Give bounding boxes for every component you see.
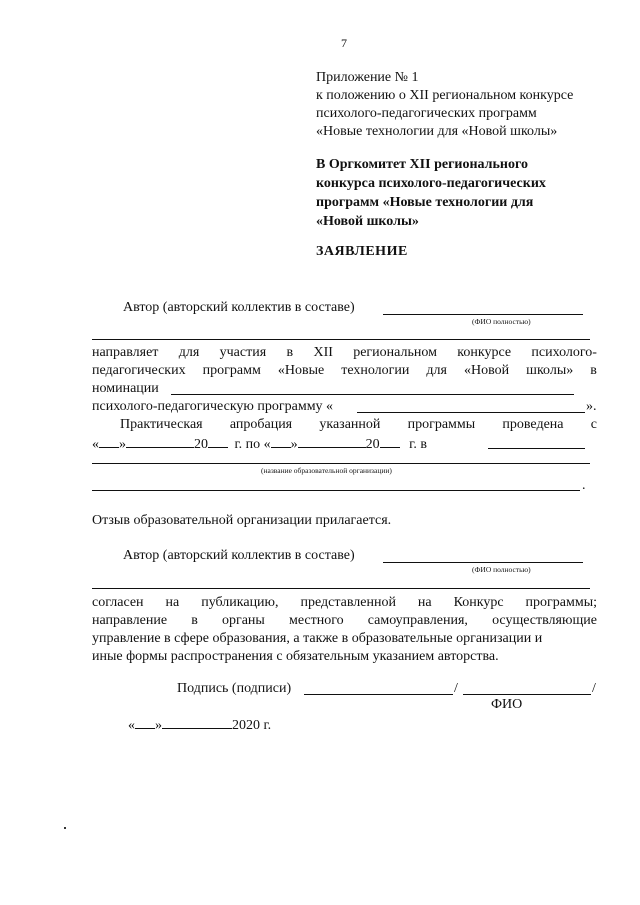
org-field-line[interactable] (92, 463, 590, 464)
word: в (191, 613, 198, 628)
end-dot: . (582, 478, 586, 493)
org-caption: (название образовательной организации) (261, 466, 392, 475)
fio-caption: (ФИО полностью) (472, 317, 531, 326)
date-open-quote: « (128, 718, 135, 733)
word: программы; (525, 595, 597, 610)
author-label: Автор (авторский коллектив в составе) (123, 300, 355, 315)
page-number: 7 (341, 36, 347, 50)
word: психолого- (531, 345, 597, 360)
appendix-line-4: «Новые технологии для «Новой школы» (316, 124, 558, 139)
author-field-line-4[interactable] (92, 588, 590, 589)
word: на (417, 595, 432, 610)
consent-line-1 (92, 594, 597, 612)
word: участия (219, 345, 267, 360)
word: самоуправления, (367, 613, 468, 628)
word: с (590, 417, 597, 432)
paragraph-line-4 (120, 416, 597, 434)
word: для (426, 363, 447, 378)
word: Практическая (120, 417, 203, 432)
word: Конкурс (453, 595, 504, 610)
review-text: Отзыв образовательной организации прилагается. (92, 513, 392, 528)
word: технологии (341, 363, 410, 378)
word: на (165, 595, 180, 610)
fio-field-line[interactable] (463, 694, 591, 695)
appendix-line-2: к положению о XII региональном конкурсе (316, 88, 574, 103)
program-label-end: ». (586, 399, 597, 414)
signature-slash-2: / (592, 681, 596, 696)
date-open-quote: « (92, 437, 99, 452)
word: местного (288, 613, 344, 628)
author-field-line-2[interactable] (92, 339, 590, 340)
start-month-field[interactable] (126, 434, 194, 448)
word: в (590, 363, 597, 378)
org-field-line-2[interactable] (92, 490, 580, 491)
signature-year: 2020 г. (232, 718, 272, 733)
word: XII (313, 345, 333, 360)
signature-field-line[interactable] (304, 694, 453, 695)
date-close-quote: » (119, 437, 126, 452)
word: программ (202, 363, 261, 378)
document-title: ЗАЯВЛЕНИЕ (316, 244, 408, 259)
date-g-v-label: г. в (409, 437, 427, 452)
word: указанной (319, 417, 381, 432)
signature-label: Подпись (подписи) (177, 681, 292, 696)
year-prefix: 20 (194, 437, 208, 452)
word: осуществляющие (492, 613, 597, 628)
author-field-line-3[interactable] (383, 562, 583, 563)
nomination-field-line[interactable] (171, 394, 574, 395)
word: направление (92, 613, 168, 628)
date-close-quote: » (290, 437, 298, 452)
consent-line-2 (92, 612, 597, 630)
nomination-label: номинации (92, 381, 159, 396)
signature-date (128, 715, 271, 735)
date-range-line (92, 434, 427, 454)
word: педагогических (92, 363, 186, 378)
word: представленной (300, 595, 396, 610)
word: для (178, 345, 200, 360)
end-month-field[interactable] (298, 434, 366, 448)
consent-line-3: управление в сфере образования, а также в образовательные организации и (92, 631, 543, 646)
word: апробация (229, 417, 293, 432)
date-to-label: г. по « (234, 437, 271, 452)
program-label: психолого-педагогическую программу « (92, 399, 334, 414)
word: региональном (353, 345, 437, 360)
word: программы (407, 417, 476, 432)
word: публикацию, (201, 595, 279, 610)
signature-month-field[interactable] (162, 715, 232, 729)
word: в (286, 345, 294, 360)
date-close-quote: » (155, 718, 162, 733)
word: проведена (502, 417, 564, 432)
start-year-field[interactable] (208, 434, 228, 448)
addressee-line-1: В Оргкомитет XII регионального (316, 157, 529, 172)
fio-label: ФИО (491, 697, 523, 712)
paragraph-line-2 (92, 362, 597, 380)
program-field-line[interactable] (357, 412, 585, 413)
signature-day-field[interactable] (135, 715, 155, 729)
word: согласен (92, 595, 144, 610)
consent-line-4: иные формы распространения с обязательным указанием авторства. (92, 649, 499, 664)
paragraph-line-1 (92, 344, 597, 362)
word: органы (221, 613, 265, 628)
word: конкурсе (457, 345, 512, 360)
word: школы» (526, 363, 574, 378)
fio-caption-2: (ФИО полностью) (472, 565, 531, 574)
addressee-line-3: программ «Новые технологии для (316, 195, 534, 210)
year-prefix: 20 (365, 437, 380, 452)
end-day-field[interactable] (271, 434, 291, 448)
scan-speck (64, 827, 66, 829)
appendix-line-1: Приложение № 1 (316, 70, 419, 85)
start-day-field[interactable] (99, 434, 119, 448)
addressee-line-2: конкурса психолого-педагогических (316, 176, 546, 191)
word: направляет (92, 345, 159, 360)
signature-slash: / (454, 681, 458, 696)
word: «Новые (277, 363, 325, 378)
author-label-2: Автор (авторский коллектив в составе) (123, 548, 355, 563)
appendix-line-3: психолого-педагогических программ (316, 106, 537, 121)
end-year-field[interactable] (380, 434, 400, 448)
addressee-line-4: «Новой школы» (316, 214, 419, 229)
word: «Новой (464, 363, 510, 378)
place-field-line[interactable] (488, 448, 585, 449)
author-field-line[interactable] (383, 314, 583, 315)
